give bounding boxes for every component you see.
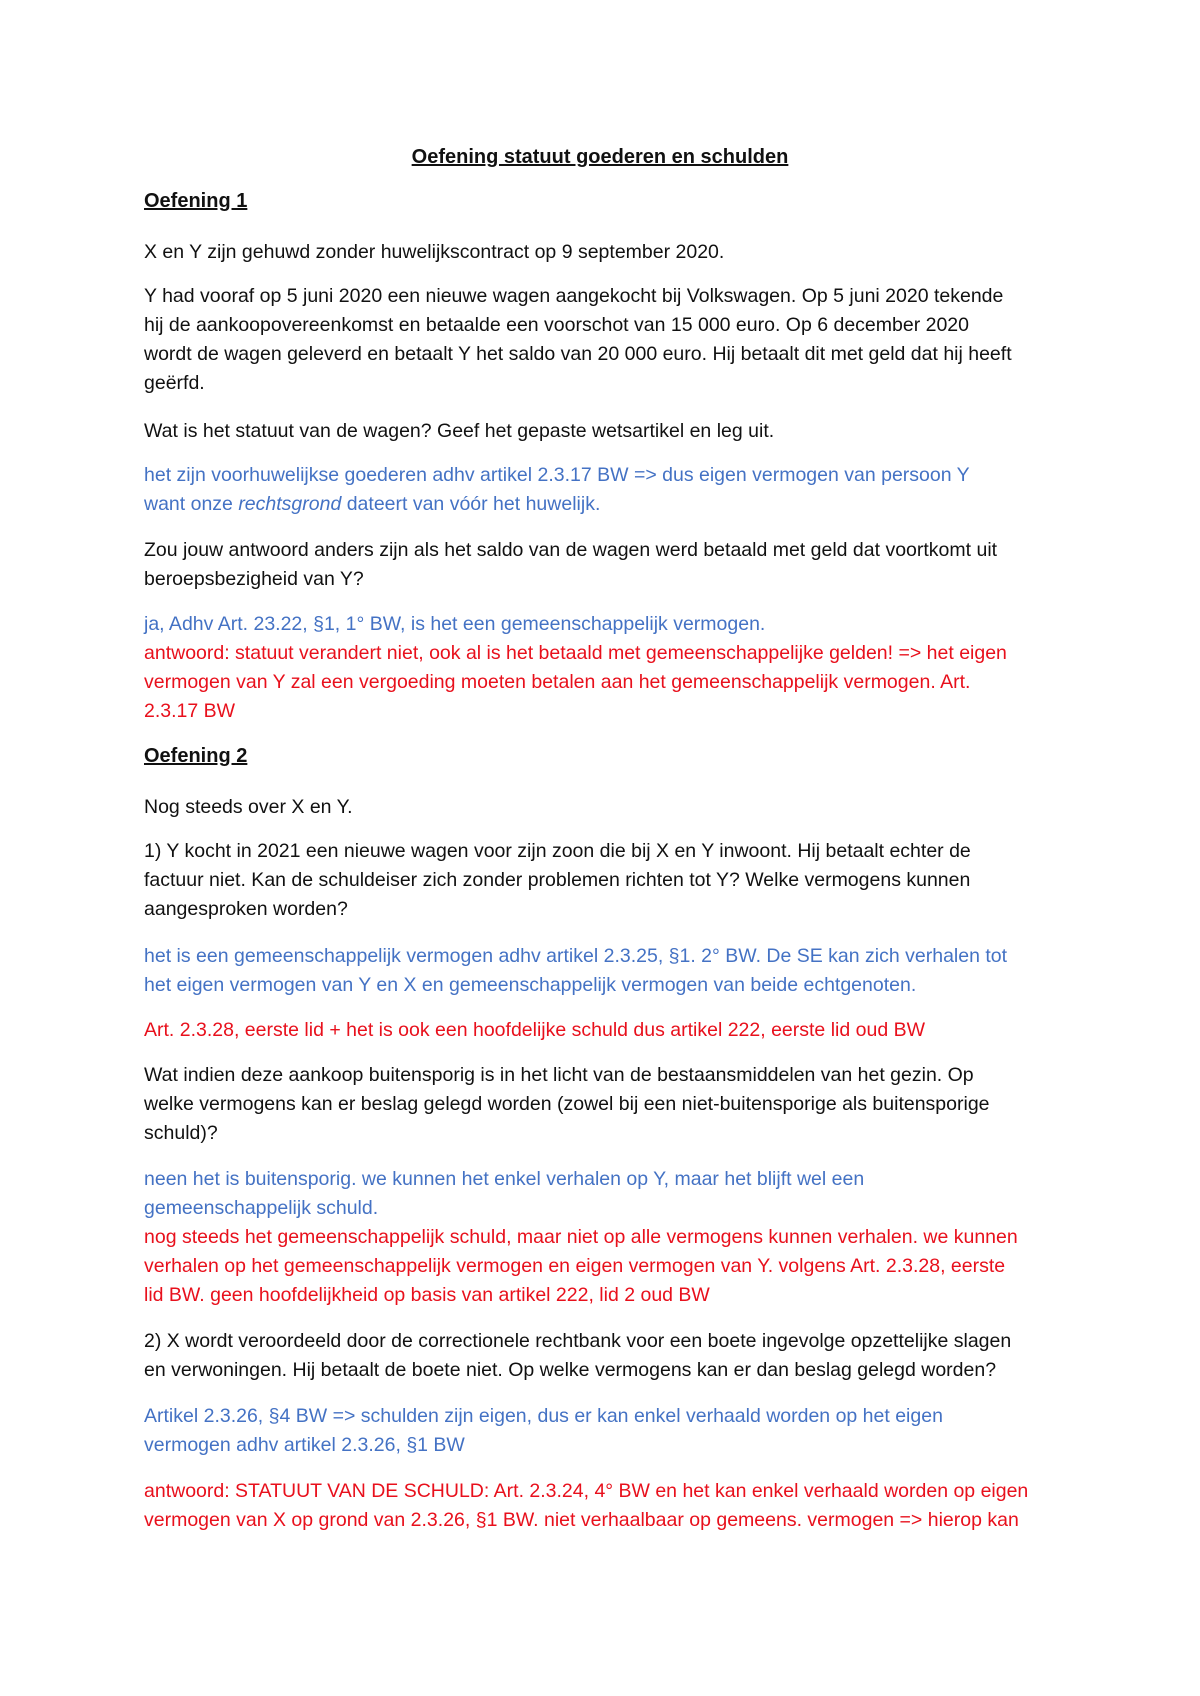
answer-line: neen het is buitensporig. we kunnen het enkel verhalen op Y, maar het blijft wel een — [144, 1168, 865, 1190]
oefening-1-answer-2-red — [144, 639, 1064, 726]
oefening-1-intro: X en Y zijn gehuwd zonder huwelijkscontract op 9 september 2020. — [144, 241, 725, 263]
answer-italic-term: rechtsgrond — [238, 493, 342, 515]
oefening-2-heading: Oefening 2 — [144, 745, 248, 767]
case-line: wordt de wagen geleverd en betaalt Y het saldo van 20 000 euro. Hij betaalt dit met geld dat hij heeft — [144, 343, 1012, 365]
answer-line: verhalen op het gemeenschappelijk vermogen en eigen vermogen van Y. volgens Art. 2.3.28, eerste — [144, 1255, 1006, 1277]
oefening-2-answer-1b-blue — [144, 1165, 1064, 1223]
case-line: geërfd. — [144, 372, 205, 394]
oefening-2-answer-1b-red — [144, 1223, 1064, 1310]
question-line: 1) Y kocht in 2021 een nieuwe wagen voor zijn zoon die bij X en Y inwoont. Hij betaalt echter de — [144, 840, 971, 862]
answer-line: gemeenschappelijk schuld. — [144, 1197, 379, 1219]
oefening-2-question-1b — [144, 1061, 1064, 1148]
answer-line: nog steeds het gemeenschappelijk schuld, maar niet op alle vermogens kunnen verhalen. we kunnen — [144, 1226, 1018, 1248]
document-title: Oefening statuut goederen en schulden — [411, 146, 789, 168]
oefening-1-question-2 — [144, 536, 1064, 594]
question-line: beroepsbezigheid van Y? — [144, 568, 364, 590]
answer-line: lid BW. geen hoofdelijkheid op basis van artikel 222, lid 2 oud BW — [144, 1284, 710, 1306]
oefening-2-answer-1-blue — [144, 942, 1064, 1000]
oefening-2-question-1 — [144, 837, 1064, 924]
answer-line: 2.3.17 BW — [144, 700, 236, 722]
answer-text: dateert van vóór het huwelijk. — [341, 493, 601, 515]
oefening-1-heading: Oefening 1 — [144, 190, 248, 212]
question-line: Wat indien deze aankoop buitensporig is in het licht van de bestaansmiddelen van het gezin. Op — [144, 1064, 974, 1086]
question-line: welke vermogens kan er beslag gelegd worden (zowel bij een niet-buitensporige als buitensporige — [144, 1093, 990, 1115]
question-line: factuur niet. Kan de schuldeiser zich zonder problemen richten tot Y? Welke vermogens kunnen — [144, 869, 971, 891]
answer-line: het zijn voorhuwelijkse goederen adhv artikel 2.3.17 BW => dus eigen vermogen van persoon Y — [144, 464, 970, 486]
oefening-2-answer-2-red — [144, 1477, 1064, 1535]
answer-line — [144, 490, 1064, 519]
answer-line: Artikel 2.3.26, §4 BW => schulden zijn eigen, dus er kan enkel verhaald worden op het eigen — [144, 1405, 943, 1427]
answer-line: antwoord: STATUUT VAN DE SCHULD: Art. 2.3.24, 4° BW en het kan enkel verhaald worden op eigen — [144, 1480, 1029, 1502]
oefening-1-question-1: Wat is het statuut van de wagen? Geef het gepaste wetsartikel en leg uit. — [144, 420, 775, 442]
answer-line: vermogen van X op grond van 2.3.26, §1 BW. niet verhaalbaar op gemeens. vermogen => hierop kan — [144, 1509, 1019, 1531]
question-line: en verwoningen. Hij betaalt de boete niet. Op welke vermogens kan er dan beslag gelegd worden? — [144, 1359, 997, 1381]
case-line: Y had vooraf op 5 juni 2020 een nieuwe wagen aangekocht bij Volkswagen. Op 5 juni 2020 tekende — [144, 285, 1004, 307]
oefening-1-case — [144, 282, 1064, 398]
oefening-1-answer-2-blue: ja, Adhv Art. 23.22, §1, 1° BW, is het een gemeenschappelijk vermogen. — [144, 613, 766, 635]
question-line: Zou jouw antwoord anders zijn als het saldo van de wagen werd betaald met geld dat voortkomt uit — [144, 539, 998, 561]
case-line: hij de aankoopovereenkomst en betaalde een voorschot van 15 000 euro. Op 6 december 2020 — [144, 314, 969, 336]
oefening-2-answer-2-blue — [144, 1402, 1064, 1460]
oefening-2-intro: Nog steeds over X en Y. — [144, 796, 353, 818]
answer-line: het eigen vermogen van Y en X en gemeenschappelijk vermogen van beide echtgenoten. — [144, 974, 917, 996]
oefening-2-question-2 — [144, 1327, 1064, 1385]
question-line: aangesproken worden? — [144, 898, 348, 920]
answer-line: vermogen van Y zal een vergoeding moeten betalen aan het gemeenschappelijk vermogen. Art. — [144, 671, 971, 693]
answer-line: het is een gemeenschappelijk vermogen adhv artikel 2.3.25, §1. 2° BW. De SE kan zich verhalen tot — [144, 945, 1008, 967]
question-line: schuld)? — [144, 1122, 218, 1144]
oefening-1-answer-1 — [144, 461, 1064, 519]
answer-line: antwoord: statuut verandert niet, ook al is het betaald met gemeenschappelijke gelden! => het eigen — [144, 642, 1007, 664]
question-line: 2) X wordt veroordeeld door de correctionele rechtbank voor een boete ingevolge opzettelijke slagen — [144, 1330, 1012, 1352]
oefening-2-answer-1-red: Art. 2.3.28, eerste lid + het is ook een hoofdelijke schuld dus artikel 222, eerste lid oud BW — [144, 1019, 925, 1041]
answer-line: vermogen adhv artikel 2.3.26, §1 BW — [144, 1434, 465, 1456]
answer-text: want onze — [144, 493, 239, 515]
